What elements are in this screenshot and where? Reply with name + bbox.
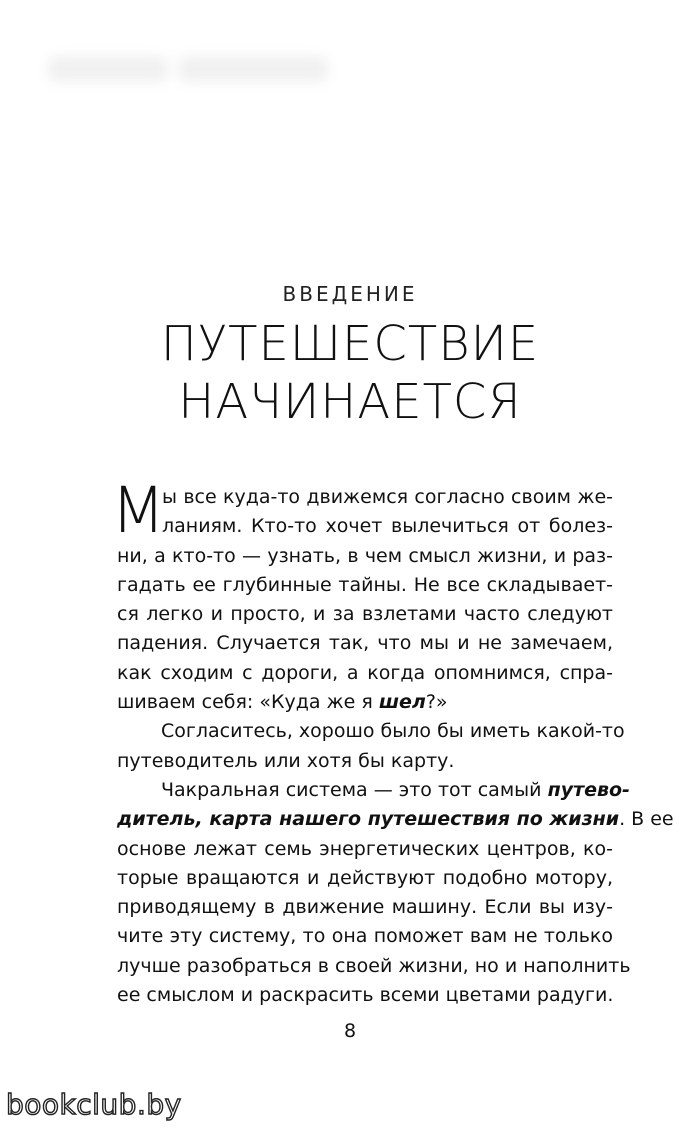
text-line: торые вращаются и действуют подобно мотору, [117, 866, 613, 889]
text-line: путеводитель или хотя бы карту. [117, 749, 455, 772]
chapter-title-line-1: ПУТЕШЕСТВИЕ [160, 316, 540, 372]
text-line: основе лежат семь энергетических центров, ко- [117, 837, 613, 860]
drop-cap: М [111, 474, 166, 547]
bleed-through-text [48, 56, 348, 96]
text-segment: . В ее [619, 808, 674, 831]
emphasis-text: путево- [547, 778, 630, 801]
text-line: чите эту систему, то она поможет вам не только [117, 925, 613, 948]
text-line: ы все куда-то движемся согласно своим же- [162, 486, 613, 508]
text-line: гадать ее глубинные тайны. Не все складывает- [117, 573, 613, 596]
page-number: 8 [343, 1020, 357, 1042]
text-segment: ?» [425, 691, 448, 714]
text-line [117, 688, 613, 717]
text-line: ланиям. Кто-то хочет вылечиться от болез- [162, 515, 613, 538]
chapter-title-line-2: НАЧИНАЕТСЯ [178, 374, 522, 430]
text-segment: Чакральная система — это тот самый [161, 778, 548, 801]
emphasis-text: дитель, карта нашего путешествия по жизни [117, 808, 620, 831]
text-line: лучше разобраться в своей жизни, но и наполнить [117, 954, 631, 977]
text-line: ее смыслом и раскрасить всеми цветами радуги. [117, 984, 614, 1007]
text-line: ся легко и просто, и за взлетами часто следуют [117, 603, 613, 626]
text-line: ни, а кто-то — узнать, в чем смысл жизни, и раз- [117, 544, 613, 567]
text-line: падения. Случается так, что мы и не замечаем, [117, 632, 613, 655]
body-text [111, 474, 674, 1010]
text-line: Согласитесь, хорошо было бы иметь какой-то [161, 720, 625, 743]
text-line [117, 805, 674, 834]
text-segment: шиваем себя: «Куда же я [117, 691, 379, 714]
text-line [117, 776, 630, 805]
watermark: bookclub.by [6, 1088, 182, 1121]
text-line: как сходим с дороги, а когда опомнимся, спра- [117, 661, 613, 684]
emphasis-text: шел [378, 691, 426, 714]
chapter-label: ВВЕДЕНИЕ [282, 282, 418, 306]
text-line: приводящему в движение машину. Если вы изу- [117, 896, 613, 919]
